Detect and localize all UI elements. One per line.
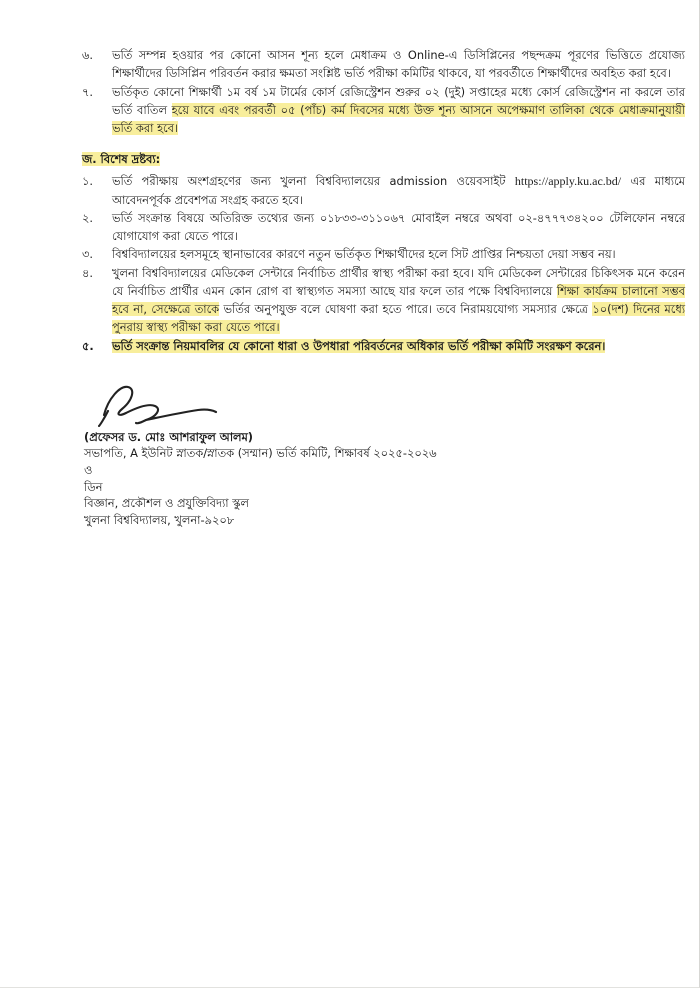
note1-part1: ভর্তি পরীক্ষায় অংশগ্রহণের জন্য খুলনা বিশ্ববিদ্যালয়ের admission ওয়েবসাইট bbox=[112, 173, 515, 188]
item6-text bbox=[112, 46, 685, 83]
note-number: ১. bbox=[82, 173, 94, 188]
signature-block bbox=[84, 381, 685, 528]
item7-text bbox=[112, 83, 685, 138]
note-3 bbox=[82, 245, 685, 263]
item7-highlighted-part: হয়ে যাবে এবং পরবর্তী ০৫ (পাঁচ) কর্ম দিবসের মধ্যে উক্ত শূন্য আসনে অপেক্ষমাণ তালিকা থেকে মেধাক্রমানুযায়ী ভর্তি করা হবে। bbox=[112, 102, 685, 135]
note4-part2: ভর্তির অনুপযুক্ত বলে ঘোষণা করা হতে পারে। তবে নিরাময়যোগ্য সমস্যার ক্ষেত্রে bbox=[219, 302, 593, 317]
signatory-role: ডিন bbox=[84, 479, 103, 494]
note3-body: বিশ্ববিদ্যালয়ের হলসমূহে স্থানাভাবের কারণে নতুন ভর্তিকৃত শিক্ষার্থীদের হলে সিট প্রাপ্তির নিশ্চয়তা দেয়া সম্ভব নয়। bbox=[112, 247, 616, 262]
signatory-name: (প্রফেসর ড. মোঃ আশরাফুল আলম) bbox=[84, 429, 254, 444]
note5-highlighted-body: ভর্তি সংক্রান্ত নিয়মাবলির যে কোনো ধারা ও উপধারা পরিবর্তনের অধিকার ভর্তি পরীক্ষা কমিটি সংরক্ষণ করেন। bbox=[112, 338, 606, 353]
signatory-conjunction: ও bbox=[84, 463, 93, 477]
note4-part1: খুলনা বিশ্ববিদ্যালয়ের মেডিকেল সেন্টারে নির্বাচিত প্রার্থীর স্বাস্থ্য পরীক্ষা করা হবে। যদি মেডিকেল সেন্টারের চিকিৎসক মনে করেন যে নির্বাচিত প্রার্থীর এমন কোন রোগ বা স্বাস্থ্যগত সমস্যা আছে যার ফলে তার পক্ষে বিশ্ববিদ্যালয়ে bbox=[112, 265, 685, 298]
list-item-6 bbox=[82, 46, 685, 83]
note-1 bbox=[82, 172, 685, 209]
item7-part1: ভর্তিকৃত কোনো শিক্ষার্থী ১ম বর্ষ ১ম টার্মের কোর্স রেজিস্ট্রেশন শুরুর ০২ (দুই) সপ্তাহের মধ্যে কোর্স রেজিস্ট্রেশন না করলে তার ভর্তি বাতিল bbox=[112, 84, 685, 117]
item6-body: ভর্তি সম্পন্ন হওয়ার পর কোনো আসন শূন্য হলে মেধাক্রম ও Online-এ ডিসিপ্লিনের পছন্দক্রম পূরণের ভিত্তিতে প্রযোজ্য শিক্ষার্থীদের ডিসিপ্লিন পরিবর্তন করার ক্ষমতা সংশ্লিষ্ট ভর্তি পরীক্ষা কমিটির থাকবে, যা পরবর্তীতে শিক্ষার্থীদের অবহিত করা হবে। bbox=[112, 48, 685, 81]
note4-text bbox=[112, 264, 685, 337]
note-number: ৪. bbox=[82, 265, 94, 280]
note3-text bbox=[112, 245, 685, 263]
note-number: ৫. bbox=[82, 338, 94, 353]
note-number: ৩. bbox=[82, 247, 94, 262]
special-notes-heading bbox=[82, 150, 685, 168]
list-item-7 bbox=[82, 83, 685, 138]
item-number: ৭. bbox=[82, 84, 94, 99]
note1-part2: এর মাধ্যমে আবেদনপূর্বক প্রবেশপত্র সংগ্রহ করতে হবে। bbox=[112, 173, 686, 207]
note4-highlight-2: ১০(দশ) দিনের মধ্যে পুনরায় স্বাস্থ্য পরীক্ষা করা যেতে পারে। bbox=[112, 302, 686, 335]
item-number: ৬. bbox=[82, 48, 94, 62]
note-number: ২. bbox=[82, 210, 94, 225]
signatory-university: খুলনা বিশ্ববিদ্যালয়, খুলনা-৯২০৮ bbox=[84, 512, 235, 527]
note5-text bbox=[112, 337, 685, 355]
note-5 bbox=[82, 337, 685, 355]
signatory-title: সভাপতি, A ইউনিট স্নাতক/স্নাতক (সম্মান) ভর্তি কমিটি, শিক্ষাবর্ষ ২০২৫-২০২৬ bbox=[84, 446, 437, 461]
note1-text bbox=[112, 172, 685, 209]
signatory-school: বিজ্ঞান, প্রকৌশল ও প্রযুক্তিবিদ্যা স্কুল bbox=[84, 496, 249, 511]
note4-highlight-1: শিক্ষা কার্যক্রম চালানো সম্ভব হবে না, সেক্ষেত্রে তাকে bbox=[112, 283, 685, 317]
handwritten-signature-icon bbox=[98, 381, 223, 427]
note2-text bbox=[112, 209, 685, 246]
note-2 bbox=[82, 209, 685, 246]
note2-body: ভর্তি সংক্রান্ত বিষয়ে অতিরিক্ত তথ্যের জন্য ০১৮৩৩-৩১১০৬৭ মোবাইল নম্বরে অথবা ০২-৪৭৭৭৩৪২০০ টেলিফোন নম্বরে যোগাযোগ করা যেতে পারে। bbox=[112, 210, 685, 244]
admission-url: https://apply.ku.ac.bd/ bbox=[514, 173, 622, 188]
note-4 bbox=[82, 264, 685, 337]
special-notes-heading-text: জ. বিশেষ দ্রষ্টব্য: bbox=[82, 152, 161, 167]
